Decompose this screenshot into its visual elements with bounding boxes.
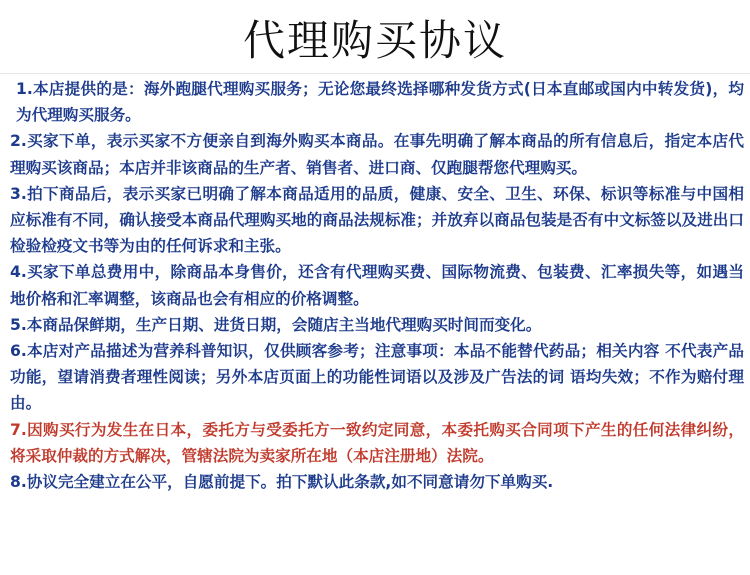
clause-6: 6.本店对产品描述为营养科普知识，仅供顾客参考；注意事项：本品不能替代药品；相关内容 不代表产品功能，望请消费者理性阅读；另外本店页面上的功能性词语以及涉及广告法的词 语均失效；不作为赔付理由。 <box>10 342 744 413</box>
title-divider <box>0 73 750 74</box>
clause-7: 7.因购买行为发生在日本，委托方与受委托方一致约定同意，本委托购买合同项下产生的任何法律纠纷，将采取仲裁的方式解决，管辖法院为卖家所在地（本店注册地）法院。 <box>10 420 744 465</box>
page-title: 代理购买协议 <box>242 16 507 65</box>
clause-1: 1.本店提供的是：海外跑腿代理购买服务；无论您最终选择哪种发货方式(日本直邮或国内中转发货)，均为代理购买服务。 <box>16 80 744 125</box>
clause-3: 3.拍下商品后，表示买家已明确了解本商品适用的品质，健康、安全、卫生、环保、标识等标准与中国相应标准有不同，确认接受本商品代理购买地的商品法规标准；并放弃以商品包装是否有中文标签以及进出口检验检疫文书等为由的任何诉求和主张。 <box>10 184 744 256</box>
clause-2: 2.买家下单，表示买家不方便亲自到海外购买本商品。在事先明确了解本商品的所有信息后，指定本店代理购买该商品；本店并非该商品的生产者、销售者、进口商、仅跑腿帮您代理购买。 <box>10 132 744 177</box>
clause-8: 8.协议完全建立在公平，自愿前提下。拍下默认此条款,如不同意请勿下单购买. <box>10 473 554 492</box>
clause-5: 5.本商品保鲜期，生产日期、进货日期，会随店主当地代理购买时间而变化。 <box>10 315 542 334</box>
clause-list <box>10 76 744 495</box>
clause-4: 4.买家下单总费用中，除商品本身售价，还含有代理购买费、国际物流费、包装费、汇率损失等，如遇当地价格和汇率调整，该商品也会有相应的价格调整。 <box>10 263 744 308</box>
